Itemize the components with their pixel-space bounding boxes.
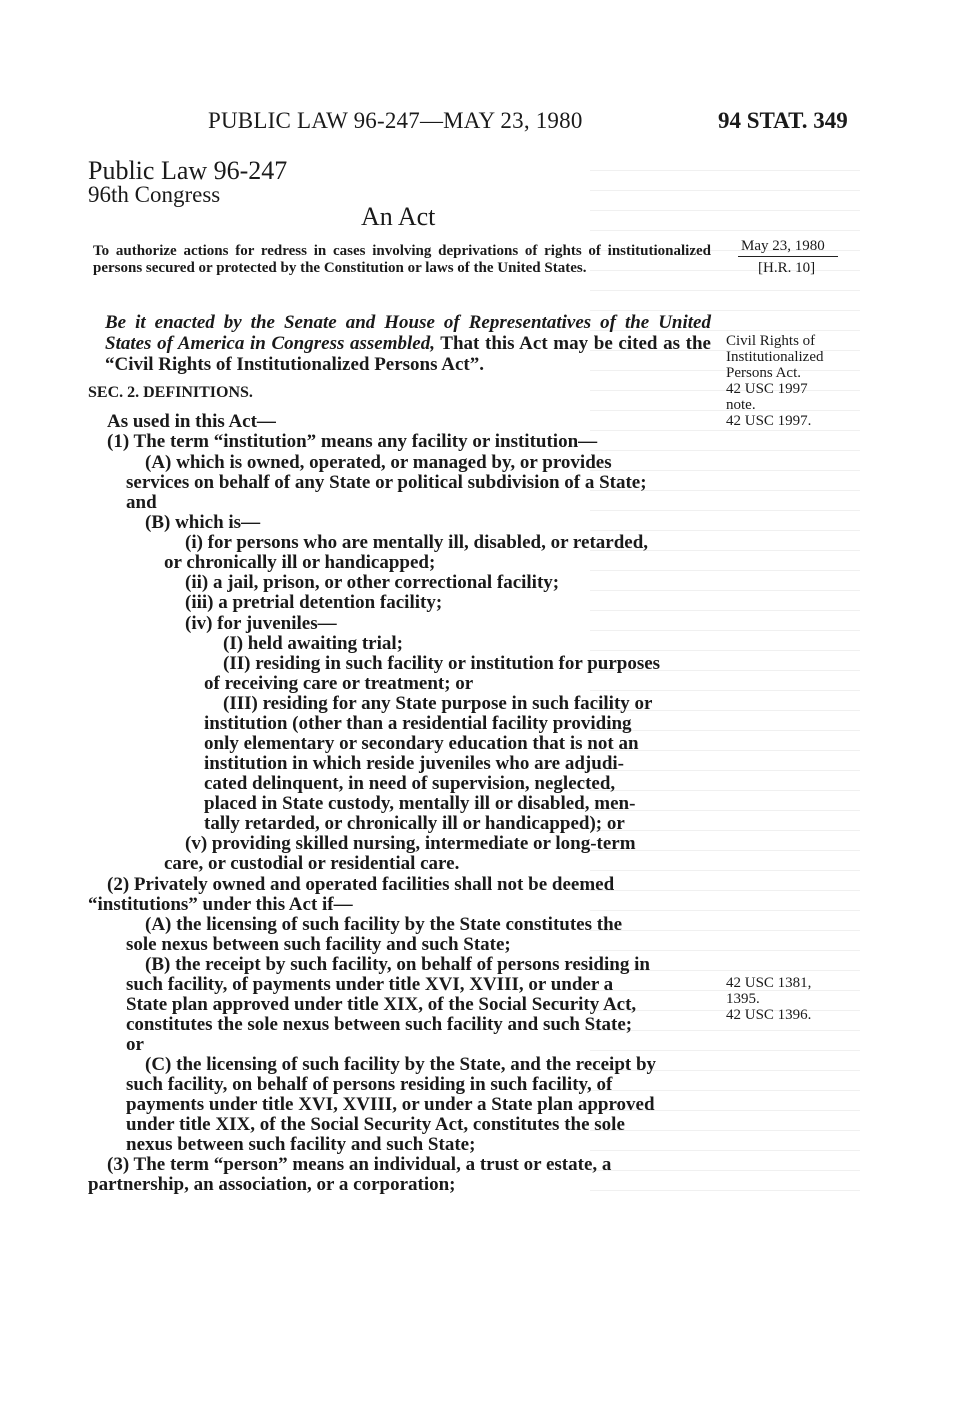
margin-date: May 23, 1980 [741,238,825,254]
definition-line: of receiving care or treatment; or [204,673,474,694]
definition-line: (1) The term “institution” means any facility or institution— [107,431,598,452]
margin-note-short-title [726,333,823,381]
definition-line: only elementary or secondary education that is not an [204,733,639,754]
definition-line: (B) the receipt by such facility, on behalf of persons residing in [145,954,650,975]
definition-line: (III) residing for any State purpose in such facility or [223,693,653,714]
definition-line: (2) Privately owned and operated facilities shall not be deemed [107,874,615,895]
definition-line: and [126,492,157,513]
act-title: An Act [361,202,436,231]
definition-line: As used in this Act— [107,411,276,432]
margin-note-line: note. [726,397,756,413]
definition-line: (i) for persons who are mentally ill, disabled, or retarded, [185,532,649,553]
margin-note-line: 42 USC 1997 [726,381,808,397]
running-header-title: PUBLIC LAW 96-247—MAY 23, 1980 [208,108,583,133]
margin-note-usc-1997: 42 USC 1997. [726,413,812,429]
definition-line: State plan approved under title XIX, of the Social Security Act, [126,994,637,1015]
definition-line: placed in State custody, mentally ill or disabled, men- [204,793,636,814]
definition-line: (I) held awaiting trial; [223,633,403,654]
section-heading: SEC. 2. DEFINITIONS. [88,384,253,401]
definition-line: (A) the licensing of such facility by the State constitutes the [145,914,623,935]
margin-note-usc-1381 [726,975,811,1007]
definition-line: (iii) a pretrial detention facility; [185,592,443,613]
definition-line: institution (other than a residential facility providing [204,713,632,734]
definition-line: (iv) for juveniles— [185,613,337,634]
definition-line: (A) which is owned, operated, or managed by, or provides [145,452,612,473]
definition-line: constitutes the sole nexus between such facility and such State; [126,1014,633,1035]
margin-divider [738,256,838,257]
definition-line: nexus between such facility and such State; [126,1134,476,1155]
definition-line: tally retarded, or chronically ill or handicapped); or [204,813,625,834]
definition-line: such facility, of payments under title XVI, XVIII, or under a [126,974,614,995]
running-header-stat-page: 94 STAT. 349 [718,108,848,133]
enacting-clause-formula: Be it enacted by the Senate and House of Representatives of the United States of America in Congress assembled, [105,312,711,354]
definition-line: cated delinquent, in need of supervision, neglected, [204,773,616,794]
margin-note-usc-1396: 42 USC 1396. [726,1007,812,1023]
definition-line: care, or custodial or residential care. [164,853,460,874]
public-law-number: Public Law 96-247 [88,156,288,185]
margin-note-line: 42 USC 1381, [726,975,812,991]
definition-line: (ii) a jail, prison, or other correctional facility; [185,572,560,593]
definition-line: (II) residing in such facility or institution for purposes [223,653,661,674]
margin-note-usc-1997-note [726,381,808,413]
act-purpose: To authorize actions for redress in cases involving deprivations of rights of institutionalized persons secured or protected by the Constitution or laws of the United States. [93,243,711,276]
definition-line: “institutions” under this Act if— [88,894,353,915]
definition-line: (B) which is— [145,512,261,533]
definition-line: partnership, an association, or a corporation; [88,1174,456,1195]
congress-number: 96th Congress [88,182,221,207]
margin-note-line: Persons Act. [726,365,801,381]
margin-note-line: Civil Rights of [726,333,816,349]
definition-line: under title XIX, of the Social Security Act, constitutes the sole [126,1114,625,1135]
definition-line: (3) The term “person” means an individual, a trust or estate, a [107,1154,612,1175]
enacting-clause [105,312,711,375]
definition-line: payments under title XVI, XVIII, or under a State plan approved [126,1094,655,1115]
margin-note-line: Institutionalized [726,349,824,365]
definition-line: services on behalf of any State or political subdivision of a State; [126,472,647,493]
margin-bill-number: [H.R. 10] [758,260,816,276]
definition-line: such facility, on behalf of persons residing in such facility, of [126,1074,613,1095]
definition-line: or chronically ill or handicapped; [164,552,436,573]
definition-line: (v) providing skilled nursing, intermediate or long-term [185,833,636,854]
enacting-clause-short-title: That this Act may be cited as the “Civil Rights of Institutionalized Persons Act”. [105,333,711,375]
definition-line: sole nexus between such facility and such State; [126,934,511,955]
margin-note-line: 1395. [726,991,760,1007]
definition-line: (C) the licensing of such facility by the State, and the receipt by [145,1054,657,1075]
definition-line: institution in which reside juveniles who are adjudi- [204,753,624,774]
definition-line: or [126,1034,144,1055]
